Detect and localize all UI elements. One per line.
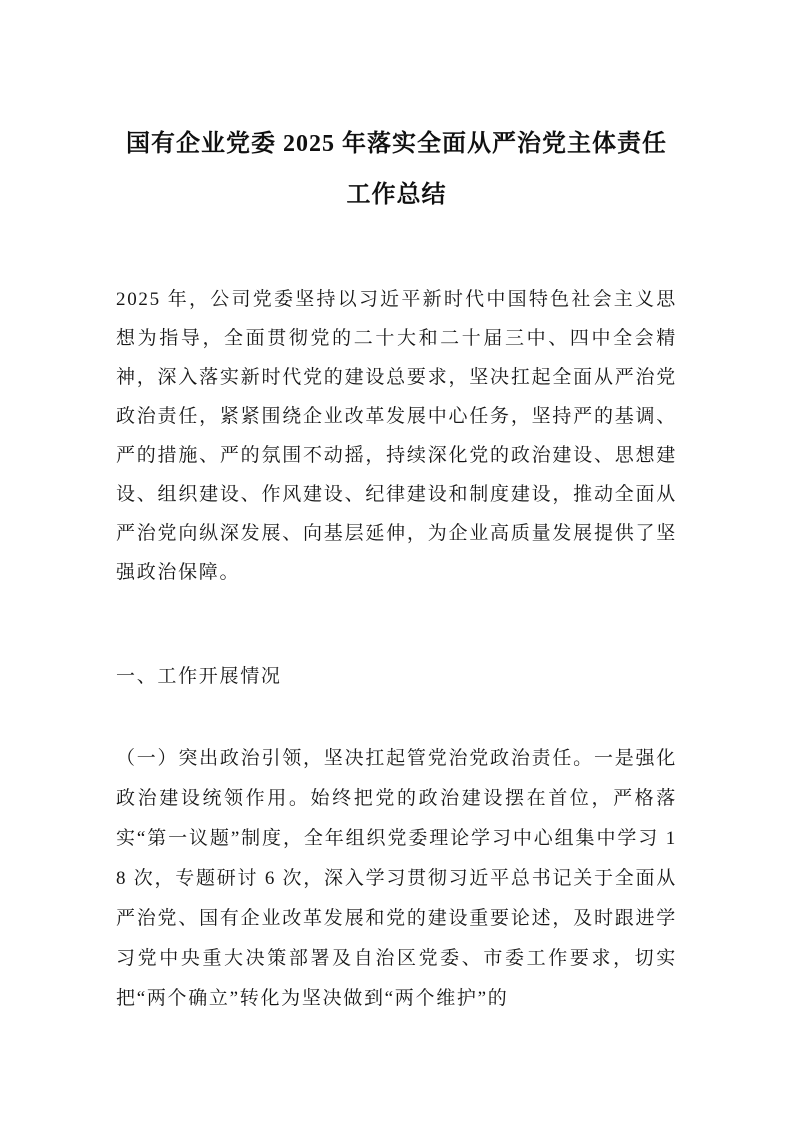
intro-paragraph: 2025 年，公司党委坚持以习近平新时代中国特色社会主义思想为指导，全面贯彻党的二十大和二十届三中、四中全会精神，深入落实新时代党的建设总要求，坚决扛起全面从严治党政治责任，紧紧围绕企业改革发展中心任务，坚持严的基调、严的措施、严的氛围不动摇，持续深化党的政治建设、思想建设、组织建设、作风建设、纪律建设和制度建设，推动全面从严治党向纵深发展、向基层延伸，为企业高质量发展提供了坚强政治保障。 [116, 289, 677, 583]
section-heading-work-progress: 一、工作开展情况 [116, 666, 282, 687]
document-title: 国有企业党委 2025 年落实全面从严治党主体责任工作总结 [126, 131, 667, 208]
section-paragraph: （一）突出政治引领，坚决扛起管党治党政治责任。一是强化政治建设统领作用。始终把党的政治建设摆在首位，严格落实“第一议题”制度，全年组织党委理论学习中心组集中学习 18 次，专题研讨 6 次，深入学习贯彻习近平总书记关于全面从严治党、国有企业改革发展和党的建设重要论述，及时跟进学习党中央重大决策部署及自治区党委、市委工作要求，切实把“两个确立”转化为坚决做到“两个维护”的 [116, 748, 677, 1009]
